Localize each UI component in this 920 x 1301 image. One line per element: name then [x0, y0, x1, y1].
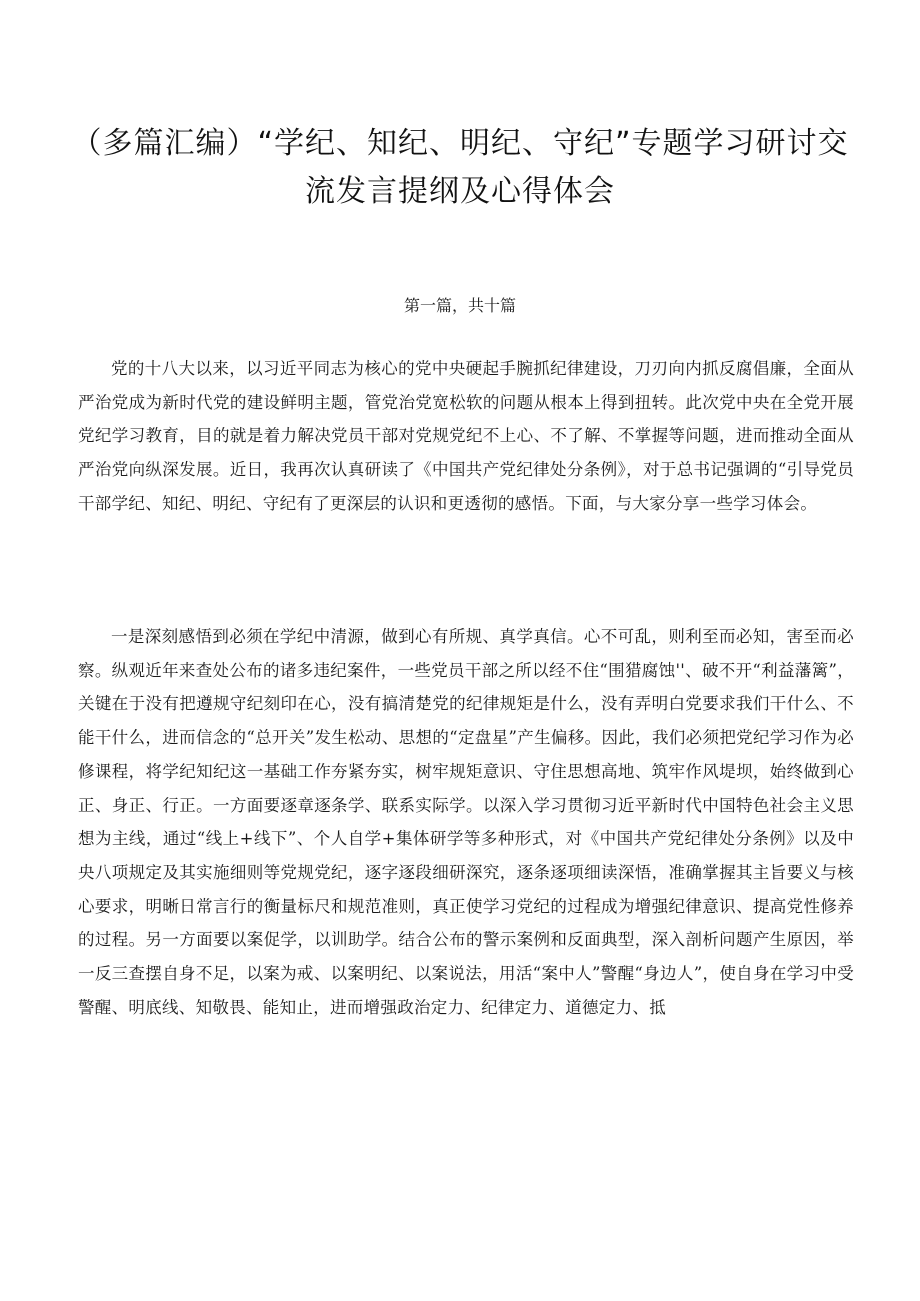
body-paragraph-point-one: 一是深刻感悟到必须在学纪中清源，做到心有所规、真学真信。心不可乱，则利至而必知，害至而必察。纵观近年来查处公布的诸多违纪案件，一些党员干部之所以经不住“围猎腐蚀''、破不开“利益藩篱”，关键在于没有把遵规守纪刻印在心，没有搞清楚党的纪律规矩是什么，没有弄明白党要求我们干什么、不能干什么，进而信念的“总开关”发生松动、思想的“定盘星”产生偏移。因此，我们必须把党纪学习作为必修课程，将学纪知纪这一基础工作夯紧夯实，树牢规矩意识、守住思想高地、筑牢作风堤坝，始终做到心正、身正、行正。一方面要逐章逐条学、联系实际学。以深入学习贯彻习近平新时代中国特色社会主义思想为主线，通过“线上+线下”、个人自学+集体研学等多种形式，对《中国共产党纪律处分条例》以及中央八项规定及其实施细则等党规党纪，逐字逐段细研深究，逐条逐项细读深悟，准确掌握其主旨要义与核心要求，明晰日常言行的衡量标尺和规范准则，真正使学习党纪的过程成为增强纪律意识、提高党性修养的过程。另一方面要以案促学，以训助学。结合公布的警示案例和反面典型，深入剖析问题产生原因，举一反三查摆自身不足，以案为戒、以案明纪、以案说法，用活“案中人”警醒“身边人”，使自身在学习中受警醒、明底线、知敬畏、能知止，进而增强政治定力、纪律定力、道德定力、抵 — [78, 627, 854, 1017]
document-title: （多篇汇编）“学纪、知纪、明纪、守纪”专题学习研讨交流发言提纲及心得体会 — [71, 126, 849, 209]
section-heading: 第一篇，共十篇 — [403, 296, 516, 315]
body-paragraph-intro: 党的十八大以来，以习近平同志为核心的党中央硬起手腕抓纪律建设，刀刃向内抓反腐倡廉，全面从严治党成为新时代党的建设鲜明主题，管党治党宽松软的问题从根本上得到扭转。此次党中央在全党开展党纪学习教育，目的就是着力解决党员干部对党规党纪不上心、不了解、不掌握等问题，进而推动全面从严治党向纵深发展。近日，我再次认真研读了《中国共产党纪律处分条例》，对于总书记强调的“引导党员干部学纪、知纪、明纪、守纪有了更深层的认识和更透彻的感悟。下面，与大家分享一些学习体会。 — [78, 359, 854, 513]
